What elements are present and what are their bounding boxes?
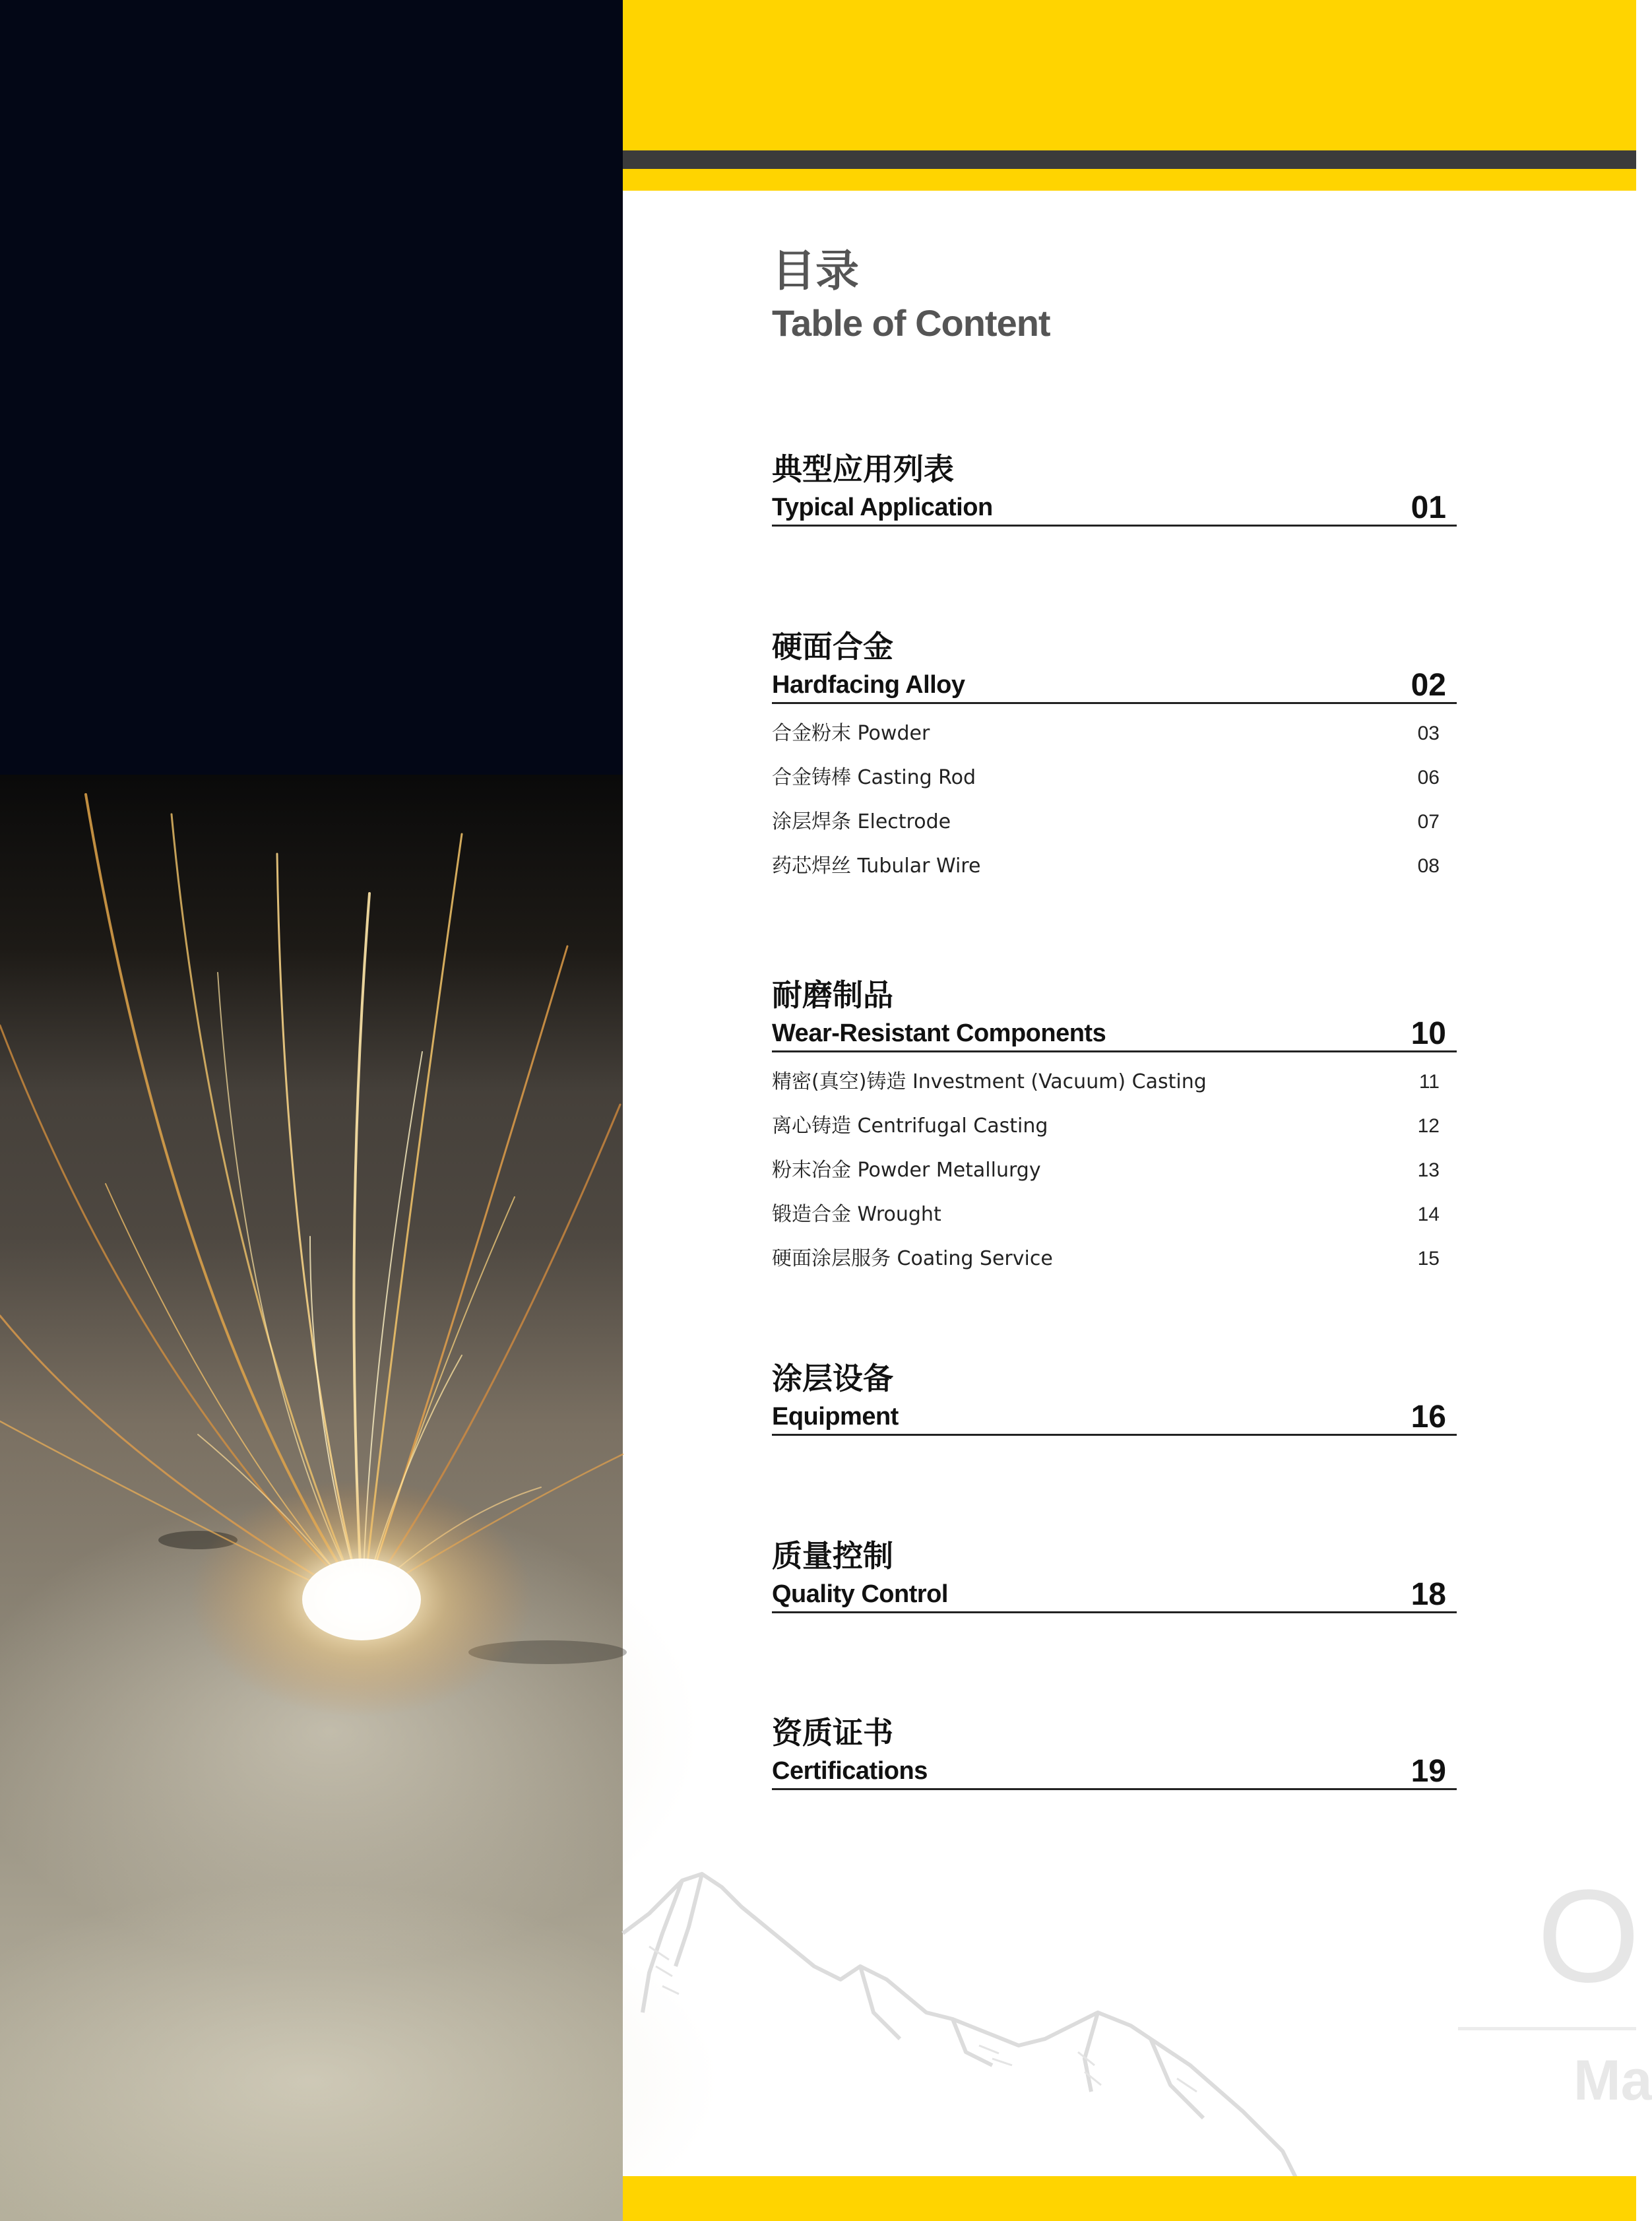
subsection-list bbox=[772, 719, 1457, 895]
header-yellow-thin-band bbox=[623, 169, 1636, 191]
toc-section-quality-control[interactable] bbox=[772, 1538, 1457, 1613]
watermark-rule bbox=[1458, 2027, 1636, 2030]
toc-entry[interactable] bbox=[772, 763, 1457, 807]
toc-section-wear-resistant-components[interactable] bbox=[772, 977, 1457, 1288]
toc-entry[interactable] bbox=[772, 1200, 1457, 1244]
entry-label: 涂层焊条 Electrode bbox=[772, 810, 951, 833]
entry-page-number: 15 bbox=[1417, 1248, 1440, 1270]
section-heading-row bbox=[772, 491, 1457, 527]
toc-section-certifications[interactable] bbox=[772, 1715, 1457, 1790]
section-title-zh: 质量控制 bbox=[772, 1538, 893, 1574]
section-title-zh: 涂层设备 bbox=[772, 1361, 893, 1396]
section-title-en: Quality Control bbox=[772, 1580, 948, 1608]
welding-sparks-photo bbox=[0, 775, 623, 2221]
entry-label: 锻造合金 Wrought bbox=[772, 1203, 941, 1226]
cover-image-panel bbox=[0, 0, 623, 2221]
entry-page-number: 07 bbox=[1417, 811, 1440, 833]
section-title-en: Wear-Resistant Components bbox=[772, 1019, 1106, 1047]
entry-page-number: 03 bbox=[1417, 723, 1440, 744]
section-heading-row bbox=[772, 1754, 1457, 1790]
header-dark-stripe bbox=[623, 150, 1636, 169]
toc-entry[interactable] bbox=[772, 1111, 1457, 1155]
header-yellow-band bbox=[623, 0, 1636, 150]
toc-entry[interactable] bbox=[772, 851, 1457, 895]
entry-label: 硬面涂层服务 Coating Service bbox=[772, 1247, 1053, 1270]
section-title-zh: 耐磨制品 bbox=[772, 977, 893, 1013]
navy-color-block bbox=[0, 0, 623, 775]
toc-entry[interactable] bbox=[772, 1155, 1457, 1200]
section-page-number: 10 bbox=[1411, 1016, 1446, 1051]
entry-label: 离心铸造 Centrifugal Casting bbox=[772, 1114, 1048, 1138]
section-title-zh: 典型应用列表 bbox=[772, 451, 954, 487]
section-heading-row bbox=[772, 668, 1457, 704]
entry-page-number: 11 bbox=[1418, 1071, 1440, 1093]
footer-yellow-band bbox=[623, 2176, 1636, 2221]
section-page-number: 16 bbox=[1411, 1400, 1446, 1434]
section-page-number: 01 bbox=[1411, 490, 1446, 525]
toc-title-chinese: 目录 bbox=[772, 245, 859, 296]
section-page-number: 19 bbox=[1411, 1754, 1446, 1789]
toc-entry[interactable] bbox=[772, 719, 1457, 763]
section-heading-row bbox=[772, 1400, 1457, 1436]
toc-section-hardfacing-alloy[interactable] bbox=[772, 631, 1457, 895]
entry-label: 精密(真空)铸造 Investment (Vacuum) Casting bbox=[772, 1070, 1207, 1093]
section-title-zh: 硬面合金 bbox=[772, 629, 893, 664]
section-title-en: Certifications bbox=[772, 1757, 928, 1785]
watermark-letter: O bbox=[1537, 1863, 1640, 2010]
section-title-en: Equipment bbox=[772, 1403, 899, 1431]
entry-page-number: 06 bbox=[1417, 767, 1440, 789]
entry-page-number: 14 bbox=[1417, 1204, 1440, 1225]
subsection-list bbox=[772, 1067, 1457, 1288]
toc-entry[interactable] bbox=[772, 1067, 1457, 1111]
section-heading-row bbox=[772, 1017, 1457, 1052]
section-page-number: 18 bbox=[1411, 1577, 1446, 1612]
entry-label: 药芯焊丝 Tubular Wire bbox=[772, 854, 981, 878]
toc-title-english: Table of Content bbox=[772, 302, 1050, 344]
toc-section-typical-application[interactable] bbox=[772, 451, 1457, 527]
section-title-en: Typical Application bbox=[772, 494, 993, 521]
entry-label: 粉末冶金 Powder Metallurgy bbox=[772, 1159, 1041, 1182]
entry-label: 合金铸棒 Casting Rod bbox=[772, 766, 976, 789]
entry-page-number: 13 bbox=[1417, 1159, 1440, 1181]
entry-label: 合金粉末 Powder bbox=[772, 722, 930, 745]
section-title-en: Hardfacing Alloy bbox=[772, 671, 965, 699]
section-page-number: 02 bbox=[1411, 668, 1446, 703]
section-title-zh: 资质证书 bbox=[772, 1715, 893, 1751]
toc-entry[interactable] bbox=[772, 807, 1457, 851]
watermark-partial-word: Ma bbox=[1573, 2049, 1652, 2112]
section-heading-row bbox=[772, 1578, 1457, 1613]
entry-page-number: 12 bbox=[1417, 1115, 1440, 1137]
entry-page-number: 08 bbox=[1417, 855, 1440, 877]
mountain-watermark bbox=[623, 1867, 1636, 2177]
toc-entry[interactable] bbox=[772, 1244, 1457, 1288]
toc-section-equipment[interactable] bbox=[772, 1363, 1457, 1436]
